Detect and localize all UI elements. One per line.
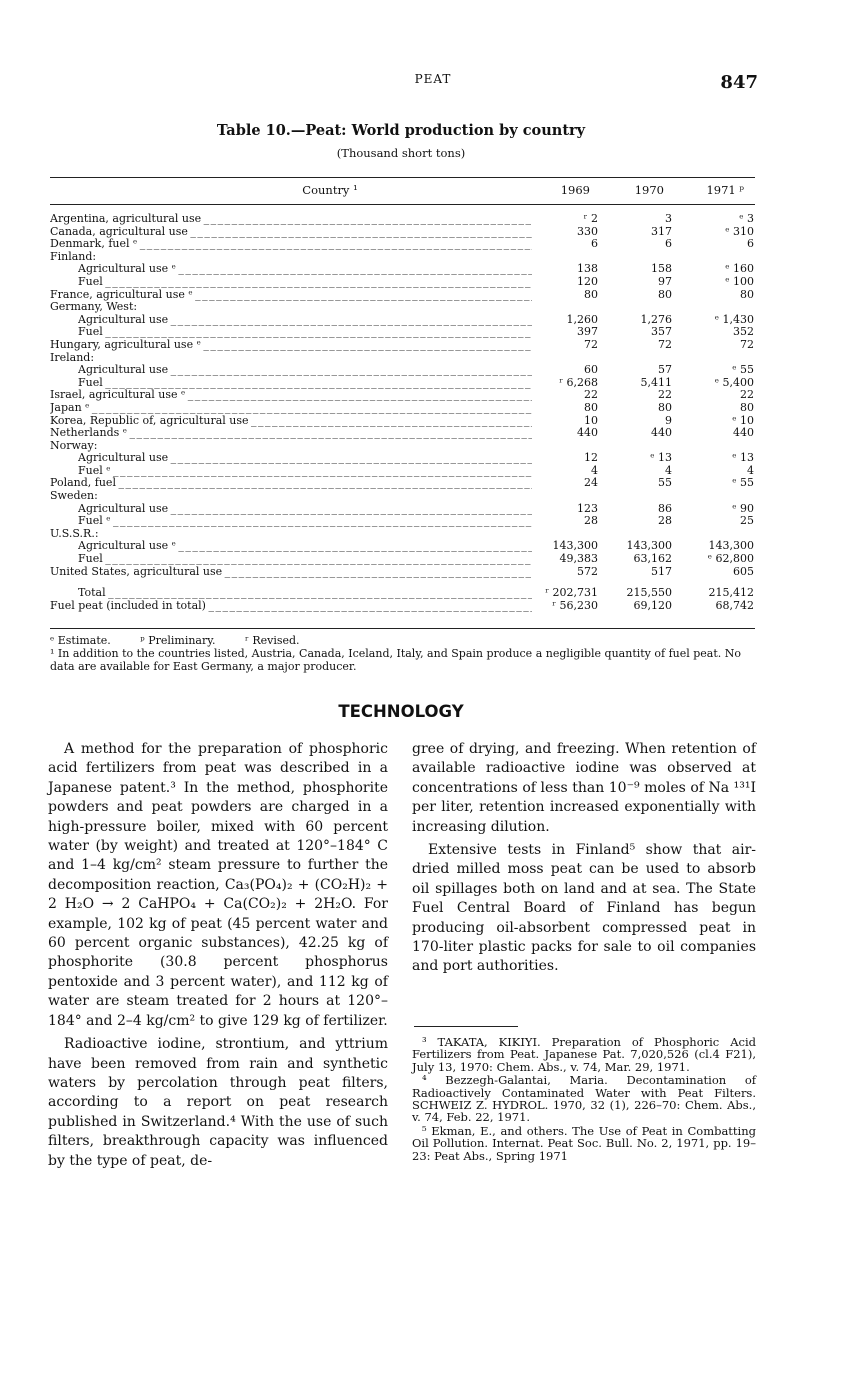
value-1971: 143,300 (708, 539, 754, 553)
value-1969: 440 (577, 426, 598, 440)
value-1970: 440 (651, 426, 672, 440)
table-row (50, 566, 755, 579)
value-1970: 63,162 (633, 552, 672, 566)
value-1970: 317 (651, 224, 672, 238)
row-label: Agricultural use _ _ _ (78, 364, 532, 377)
body-column-left (48, 740, 388, 1171)
value-1971: 4 (747, 463, 754, 477)
column-header-1971: 1971 ᵖ (706, 183, 744, 197)
table-group-heading (50, 352, 755, 365)
value-1971: ᵉ 13 (732, 451, 754, 465)
body-paragraph: Extensive tests in Finland⁵ show that air-dried milled moss peat can be used to absorb oil spillages both on land and at sea. The State Fuel Central Board of Finland has begun producing oil-absorbent compressed peat in 170-liter plastic packs for sale to oil companies and port authorities. (412, 842, 756, 975)
value-1969: 12 (584, 451, 598, 465)
value-1969: ʳ 56,230 (552, 598, 598, 612)
footnote: ⁴ Bezzegh-Galantai, Maria. Decontamination of Radioactively Contaminated Water with Peat Filters. SCHWEIZ Z. HYDROL. 1970, 32 (1), 226–70: Chem. Abs., v. 74, Feb. 22, 1971. (412, 1073, 756, 1125)
footnote: ⁵ Ekman, E., and others. The Use of Peat in Combatting Oil Pollution. Internat. Peat Soc. Bull. No. 2, 1971, pp. 19–23: Peat Abs., Spring 1971 (412, 1123, 756, 1163)
body-paragraph: A method for the preparation of phosphoric acid fertilizers from peat was described in a Japanese patent.³ In the method, phosphorite powders and peat powders are charged in a high-pressure boiler, mixed with 60 percent water (by weight) and treated at 120°–184° C and 1–4 kg/cm² steam pressure to further the decomposition reaction, Ca₃(PO₄)₂ + (CO₂H)₂ + 2 H₂O → 2 CaHPO₄ + Ca(CO₂)₂ + 2H₂O. For example, 102 kg of peat (45 percent water and 60 percent organic substances), 42.25 kg of phosphorite (30.8 percent phosphorus pentoxide and 3 percent water), and 112 kg of water are steam treated for 2 hours at 120°–184° and 2–4 kg/cm² to give 129 kg of fertilizer. (48, 741, 388, 1029)
row-label: United States, agricultural use _ _ _ (50, 566, 532, 579)
value-1971: ᵉ 100 (725, 274, 754, 288)
table-group-heading (50, 251, 755, 264)
value-1971: 6 (747, 237, 754, 251)
row-label: Israel, agricultural use ᵉ _ _ _ (50, 389, 532, 402)
value-1971: ᵉ 3 (739, 212, 754, 225)
table-group-heading (50, 301, 755, 314)
column-header-1969: 1969 (560, 183, 590, 197)
value-1969: 120 (577, 274, 598, 288)
value-1970: 215,550 (626, 586, 672, 600)
value-1970: 28 (658, 514, 672, 528)
row-label: Argentina, agricultural use _ _ _ (50, 213, 532, 226)
value-1969: 28 (584, 514, 598, 528)
value-1970: 57 (658, 363, 672, 377)
note-revised: ʳ Revised. (245, 634, 300, 647)
value-1969: 1,260 (566, 312, 598, 326)
body-column-right (412, 740, 756, 977)
row-label: Norway: (50, 439, 98, 452)
value-1971: 68,742 (715, 598, 754, 612)
row-label: Denmark, fuel ᵉ _ _ _ (50, 238, 532, 251)
value-1969: 572 (577, 564, 598, 578)
table-row (50, 477, 755, 490)
value-1969: 72 (584, 337, 598, 351)
table-row (50, 389, 755, 402)
table-notes (50, 634, 755, 673)
value-1970: 3 (665, 212, 672, 225)
value-1970: 80 (658, 400, 672, 414)
value-1970: 158 (651, 262, 672, 276)
row-label: Japan ᵉ _ _ _ (50, 402, 532, 415)
row-label: Ireland: (50, 351, 95, 364)
value-1969: 49,383 (559, 552, 598, 566)
table-row (50, 503, 755, 516)
value-1970: 97 (658, 274, 672, 288)
row-label: Fuel ᵉ _ _ _ (78, 465, 532, 478)
value-1971: 22 (740, 388, 754, 402)
row-label: Fuel _ _ _ (78, 326, 532, 339)
row-label: Canada, agricultural use _ _ _ (50, 226, 532, 239)
table-row (50, 226, 755, 239)
table-header-rule (50, 204, 755, 205)
row-label: Fuel _ _ _ (78, 553, 532, 566)
section-heading: TECHNOLOGY (338, 702, 464, 721)
row-label: Agricultural use _ _ _ (78, 452, 532, 465)
table-row (50, 600, 755, 613)
table-row (50, 213, 755, 226)
value-1969: 330 (577, 224, 598, 238)
table-top-rule (50, 177, 755, 178)
value-1971: 80 (740, 400, 754, 414)
table-row (50, 515, 755, 528)
footnote-rule (414, 1026, 518, 1027)
table-row (50, 238, 755, 251)
value-1971: 440 (733, 426, 754, 440)
value-1969: 80 (584, 400, 598, 414)
value-1969: 123 (577, 501, 598, 515)
row-label: U.S.S.R.: (50, 527, 99, 540)
footnotes (412, 1036, 756, 1162)
table-row (50, 326, 755, 339)
value-1969: 138 (577, 262, 598, 276)
value-1970: 1,276 (640, 312, 672, 326)
value-1969: 397 (577, 325, 598, 339)
value-1971: ᵉ 55 (732, 476, 754, 490)
body-paragraph: Radioactive iodine, strontium, and yttrium have been removed from rain and synthetic waters by percolation through peat filters, according to a report on peat research published in Switzerland.⁴ With the use of such filters, breakthrough capacity was influenced by the type of peat, de- (48, 1036, 388, 1169)
running-head: PEAT (414, 72, 452, 86)
note-estimate: ᵉ Estimate. (50, 634, 111, 647)
row-label: Sweden: (50, 490, 98, 503)
row-label: Fuel _ _ _ (78, 377, 532, 390)
value-1971: 215,412 (708, 586, 754, 600)
row-label: Fuel peat (included in total) _ _ _ (50, 600, 532, 613)
value-1969: 24 (584, 476, 598, 490)
value-1969: 6 (591, 237, 598, 251)
row-label: Korea, Republic of, agricultural use _ _ _ (50, 415, 532, 428)
table-title: Table 10.—Peat: World production by country (216, 122, 586, 139)
row-label: Finland: (50, 250, 97, 263)
row-label: Poland, fuel _ _ _ (50, 477, 532, 490)
table-row (50, 364, 755, 377)
row-label: Germany, West: (50, 301, 138, 314)
table-subtitle: (Thousand short tons) (336, 146, 466, 160)
value-1971: 25 (740, 514, 754, 528)
table-row (50, 339, 755, 352)
table-row (50, 553, 755, 566)
value-1970: 22 (658, 388, 672, 402)
value-1970: 517 (651, 564, 672, 578)
row-label: Agricultural use _ _ _ (78, 314, 532, 327)
value-1970: ᵉ 13 (650, 451, 672, 465)
body-paragraph: gree of drying, and freezing. When retention of available radioactive iodine was observed at concentrations of less than 10⁻⁹ moles of Na ¹³¹I per liter, retention increased exponentially with increasing dilution. (412, 741, 756, 835)
table-row (50, 452, 755, 465)
table-row (50, 465, 755, 478)
value-1970: 69,120 (633, 598, 672, 612)
table-total-row (50, 587, 755, 600)
column-header-1970: 1970 (634, 183, 664, 197)
value-1970: 357 (651, 325, 672, 339)
value-1970: 6 (665, 237, 672, 251)
value-1970: 4 (665, 463, 672, 477)
table-footnote: ¹ In addition to the countries listed, Austria, Canada, Iceland, Italy, and Spain produce a negligible quantity of fuel peat. No data are available for East Germany, a major producer. (50, 647, 742, 673)
table-body (50, 213, 755, 612)
page-number: 847 (720, 72, 758, 93)
row-label: Netherlands ᵉ _ _ _ (50, 427, 532, 440)
row-label: Agricultural use _ _ _ (78, 503, 532, 516)
table-row (50, 402, 755, 415)
value-1970: 9 (665, 413, 672, 427)
value-1970: 86 (658, 501, 672, 515)
value-1971: ᵉ 1,430 (714, 312, 754, 326)
value-1971: 605 (733, 564, 754, 578)
value-1969: 4 (591, 463, 598, 477)
value-1969: 22 (584, 388, 598, 402)
table-row (50, 427, 755, 440)
table-row (50, 415, 755, 428)
value-1969: ʳ 6,268 (559, 375, 598, 389)
value-1971: ᵉ 5,400 (714, 375, 754, 389)
value-1970: 143,300 (626, 539, 672, 553)
table-row (50, 314, 755, 327)
value-1971: ᵉ 310 (725, 224, 754, 238)
table-row (50, 289, 755, 302)
value-1969: 60 (584, 363, 598, 377)
value-1969: ʳ 202,731 (545, 586, 598, 600)
value-1971: 352 (733, 325, 754, 339)
value-1970: 55 (658, 476, 672, 490)
note-preliminary: ᵖ Preliminary. (140, 634, 216, 647)
value-1969: 80 (584, 287, 598, 301)
value-1970: 80 (658, 287, 672, 301)
footnote: ³ TAKATA, KIKIYI. Preparation of Phosphoric Acid Fertilizers from Peat. Japanese Pat. 7,020,526 (cl.4 F21), July 13, 1970: Chem. Abs., v. 74, Mar. 29, 1971. (412, 1035, 756, 1074)
value-1971: 72 (740, 337, 754, 351)
row-label: Agricultural use ᵉ _ _ _ (78, 540, 532, 553)
value-1969: 143,300 (552, 539, 598, 553)
value-1971: ᵉ 160 (725, 262, 754, 276)
column-header-country: Country ¹ (302, 183, 358, 197)
value-1970: 5,411 (640, 375, 672, 389)
row-label: Agricultural use ᵉ _ _ _ (78, 263, 532, 276)
table-row (50, 276, 755, 289)
row-label: Fuel _ _ _ (78, 276, 532, 289)
table-row (50, 263, 755, 276)
value-1971: ᵉ 90 (732, 501, 754, 515)
value-1970: 72 (658, 337, 672, 351)
table-row (50, 377, 755, 390)
value-1969: 10 (584, 413, 598, 427)
table-legend (50, 634, 755, 647)
value-1971: ᵉ 55 (732, 363, 754, 377)
table-bottom-rule (50, 628, 755, 629)
value-1971: 80 (740, 287, 754, 301)
row-label: France, agricultural use ᵉ _ _ _ (50, 289, 532, 302)
row-label: Fuel ᵉ _ _ _ (78, 515, 532, 528)
row-label: Hungary, agricultural use ᵉ _ _ _ (50, 339, 532, 352)
row-label: Total _ _ _ (78, 587, 532, 600)
value-1969: ʳ 2 (583, 212, 598, 225)
value-1971: ᵉ 10 (732, 413, 754, 427)
value-1971: ᵉ 62,800 (707, 552, 754, 566)
table-group-heading (50, 490, 755, 503)
